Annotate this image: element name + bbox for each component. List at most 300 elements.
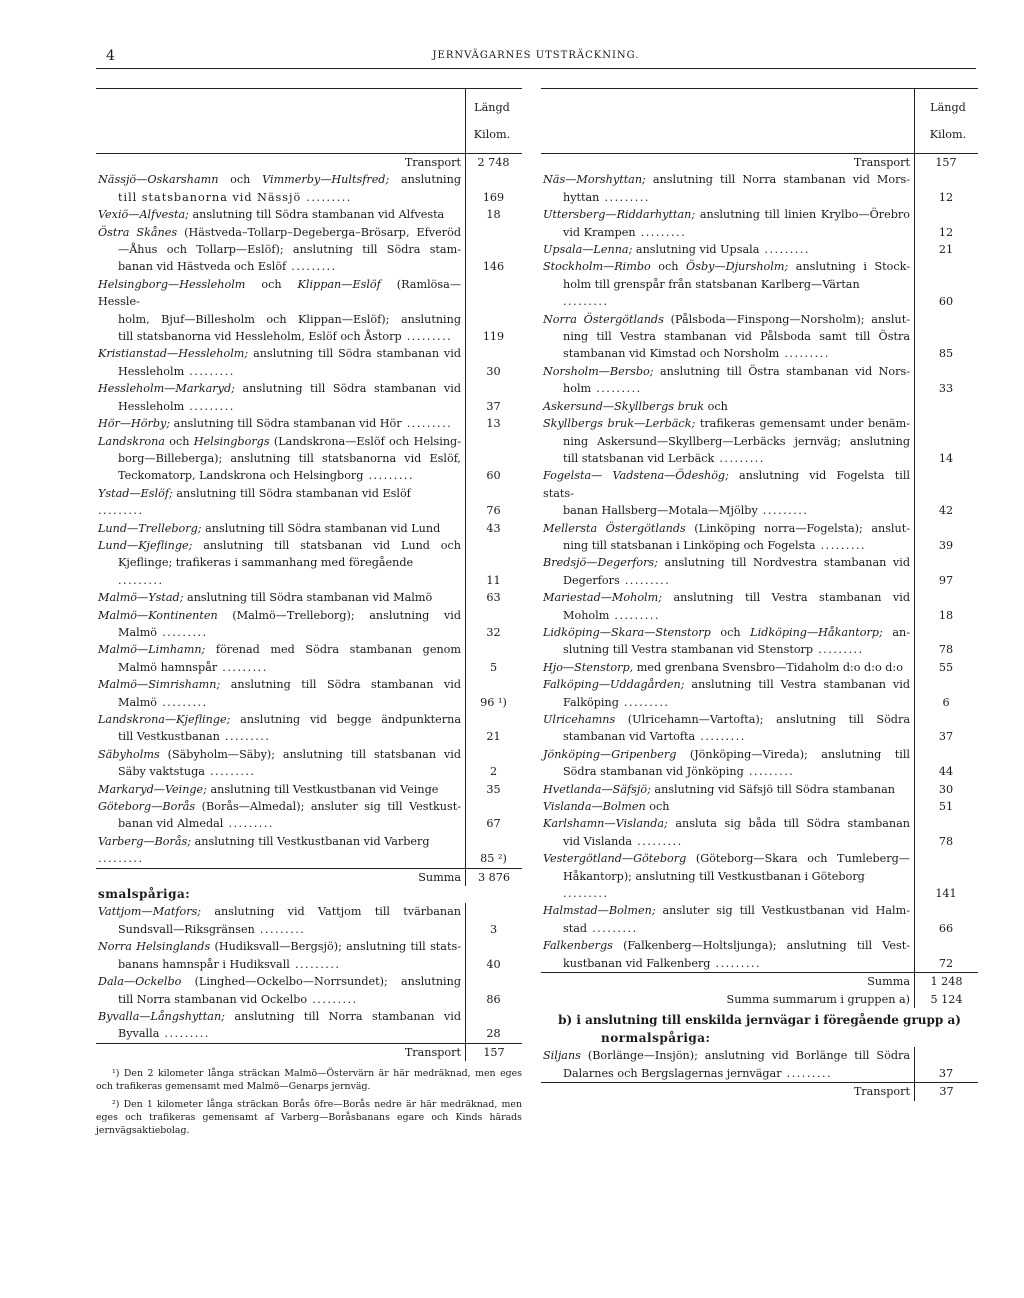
row-description: (Landskrona—Eslöf och Helsing- [269, 434, 461, 448]
railway-name: Mariestad—Moholm; [543, 591, 663, 605]
row-description: banan vid Hästveda och Eslöf [118, 260, 287, 274]
railway-name: Dala—Ockelbo [98, 975, 182, 989]
railway-name: Stockholm—Rimbo [543, 260, 651, 274]
summa-value: 1 248 [914, 973, 978, 990]
footnote-2: ²) Den 1 kilometer långa sträckan Borås öfre—Borås nedre är här medräknad, men eges och trafikeras gemensamt af Varberg—Boråsbanans egare och Kinds härads jernvägsaktiebolag. [96, 1099, 522, 1137]
row-text [541, 798, 914, 815]
row-text [541, 711, 914, 728]
row-text [96, 833, 465, 868]
row-description: (Göteborg—Skara och Tumleberg— [686, 852, 910, 866]
left-summa-box [96, 868, 522, 886]
table-row [541, 450, 978, 467]
row-text [96, 171, 465, 188]
row-description: anslutning till Södra stambanan vid [248, 347, 461, 361]
length-label: Längd [474, 101, 510, 114]
row-description: anslutning till Vestkustbanan vid Varberg [191, 834, 430, 848]
row-text [541, 467, 914, 502]
length-value: 18 [938, 608, 954, 622]
railway-name: Göteborg—Borås [98, 800, 196, 814]
row-text [96, 641, 465, 658]
railway-name: Landskrona—Kjeflinge; [98, 713, 231, 726]
table-row [541, 224, 978, 241]
railway-name: Malmö—Ystad; [98, 591, 184, 605]
row-text [541, 589, 914, 606]
length-value: 146 [482, 260, 505, 274]
leader-dots: ......... [591, 382, 642, 396]
row-description: Säby vaktstuga [118, 765, 205, 779]
length-value: 42 [938, 504, 954, 518]
row-text [96, 589, 465, 606]
row-description: anslutning till Nordvestra stambanan vid [657, 556, 910, 570]
row-text [96, 380, 465, 397]
right-transport-row [541, 1082, 978, 1100]
row-description: och [704, 399, 728, 413]
row-text [541, 833, 914, 850]
row-text [96, 154, 465, 171]
row-description: anslutning till statsbanan vid Lund och [192, 538, 461, 552]
row-text [541, 450, 914, 467]
row-description: till statsbanorna vid Nässjö [118, 190, 302, 204]
railway-name: Norra Östergötlands [543, 312, 664, 326]
table-row [96, 798, 522, 815]
row-description: anslutning vid Upsala [632, 243, 760, 257]
row-text [96, 433, 465, 450]
row-description: anslutning till Vestra stambanan vid [684, 678, 910, 692]
leader-dots: ......... [98, 504, 144, 518]
row-description: anslutning till Vestkustbanan vid Veinge [206, 782, 439, 796]
railway-name: Kristianstad—Hessleholm; [98, 347, 249, 361]
length-value: 6 [942, 695, 950, 709]
row-description: till Vestkustbanan [118, 730, 220, 744]
length-value: 30 [486, 364, 501, 378]
row-description: förenad med Södra stambanan genom [205, 643, 461, 657]
row-description: anslutning till Södra stambanan vid Lund [201, 521, 441, 535]
header-rule [96, 68, 976, 69]
page-header [96, 46, 976, 68]
table-row [541, 520, 978, 537]
row-text [96, 659, 465, 676]
table-row [541, 607, 978, 624]
leader-dots: ......... [563, 295, 609, 309]
railway-name: Lidköping—Skara—Stenstorp [543, 625, 711, 639]
leader-dots: ......... [219, 730, 271, 744]
left-transport-row [96, 1043, 522, 1061]
row-text [541, 1047, 914, 1064]
railway-name: Hjo—Stenstorp, [543, 660, 634, 674]
length-value: 13 [486, 417, 501, 431]
row-description: anslutning till Södra stambanan vid [220, 678, 461, 692]
row-description: Falköping [563, 695, 619, 709]
length-value: 11 [486, 573, 501, 587]
row-description: anslutning [389, 173, 461, 187]
row-text [541, 258, 914, 275]
railway-name: Malmö—Kontinenten [98, 608, 218, 622]
length-value: 30 [938, 782, 954, 796]
row-description: hyttan [563, 190, 600, 204]
row-description: Södra stambanan vid Jönköping [563, 765, 744, 779]
leader-dots: ......... [157, 695, 208, 709]
row-description: till statsbanorna vid Hessleholm, Eslöf och Åstorp [118, 330, 402, 344]
row-text [96, 467, 465, 484]
row-text [96, 903, 465, 920]
length-value: 44 [938, 765, 954, 779]
right-summa-summarum-row [541, 991, 978, 1008]
row-description: till Norra stambanan vid Ockelbo [118, 992, 308, 1006]
transport-label: Transport [853, 1085, 910, 1099]
length-value: 5 [489, 660, 498, 674]
row-text [96, 973, 465, 990]
row-text [96, 241, 465, 258]
length-value: 67 [486, 817, 501, 831]
row-description: (Borlänge—Insjön); anslutning vid Borlänge till Södra [580, 1049, 910, 1063]
table-row [96, 328, 522, 345]
right-table [541, 88, 978, 972]
railway-name: Helsingborgs [193, 434, 270, 448]
table-row [541, 171, 978, 188]
section-b-heading: b) i anslutning till enskilda jernvägar i föregående grupp a) [558, 1012, 961, 1027]
railway-name: Ystad—Eslöf; [98, 486, 173, 500]
railway-name: Vestergötland—Göteborg [543, 852, 687, 866]
length-value: 85 ²) [480, 852, 507, 866]
table-row [541, 189, 978, 206]
leader-dots: ......... [289, 957, 341, 971]
length-value: 157 [935, 156, 957, 169]
table-row [541, 363, 978, 380]
length-value: 21 [486, 730, 501, 744]
table-row [541, 711, 978, 728]
length-value: 63 [486, 591, 501, 605]
table-row [541, 502, 978, 519]
table-row [541, 398, 978, 415]
leader-dots: ......... [743, 765, 795, 779]
leader-dots: ......... [815, 538, 867, 552]
length-value: 97 [938, 573, 954, 587]
table-row [541, 641, 978, 658]
row-description: Malmö [118, 625, 158, 639]
railway-name: Vimmerby—Hultsfred; [262, 173, 390, 187]
length-value: 86 [486, 992, 501, 1006]
row-description: stad [563, 921, 588, 935]
table-row [541, 937, 978, 954]
row-text [541, 206, 914, 223]
row-description: och [218, 173, 263, 187]
length-value: 72 [938, 956, 954, 970]
row-description: Teckomatorp, Landskrona och Helsingborg [118, 469, 364, 483]
table-row [541, 955, 978, 972]
leader-dots: ......... [587, 921, 638, 935]
table-row [541, 380, 978, 397]
running-head: JERNVÄGARNES UTSTRÄCKNING. [432, 50, 640, 61]
table-row [541, 415, 978, 432]
row-description: Malmö [118, 695, 158, 709]
row-description: Håkantorp); anslutning till Vestkustbanan i Göteborg [563, 869, 865, 883]
railway-name: Falköping—Uddagården; [543, 678, 685, 692]
row-description: holm [563, 382, 592, 396]
row-text [96, 554, 465, 589]
length-value: 21 [938, 243, 954, 257]
row-description: Malmö hamnspår [118, 660, 218, 674]
length-value: 2 [489, 765, 498, 779]
length-value: 96 ¹) [480, 695, 507, 709]
row-text [96, 258, 465, 275]
summa-summarum-value: 5 124 [914, 991, 978, 1008]
left-summa-row [96, 868, 522, 886]
row-description: vid Vislanda [563, 834, 633, 848]
leader-dots: ......... [757, 504, 809, 518]
row-description: anslutning i Stock- [788, 260, 910, 274]
railway-name: Uttersberg—Riddarhyttan; [543, 208, 696, 222]
row-description: till statsbanan vid Lerbäck [563, 451, 715, 465]
leader-dots: ......... [254, 922, 306, 936]
row-description: Kjeflinge; trafikeras i sammanhang med föregående [118, 556, 414, 570]
table-row [541, 589, 978, 606]
table-row [541, 433, 978, 450]
right-summa-row [541, 972, 978, 990]
table-row [541, 206, 978, 223]
table-row [96, 537, 522, 554]
row-text [96, 206, 465, 223]
row-text [96, 956, 465, 973]
railway-name: Halmstad—Bolmen; [543, 904, 656, 918]
table-row [541, 746, 978, 763]
table-row [541, 676, 978, 693]
table-row [96, 380, 522, 397]
railway-name: Hör—Hörby; [98, 417, 171, 431]
length-value: 39 [938, 538, 954, 552]
row-description: (Linköping norra—Fogelsta); anslut- [685, 521, 910, 535]
row-text [541, 815, 914, 832]
row-description: kustbanan vid Falkenberg [563, 956, 711, 970]
table-row [96, 345, 522, 362]
leader-dots: ......... [759, 243, 810, 257]
table-row [541, 1047, 978, 1064]
row-description: (Ramlösa—Hessle- [98, 277, 462, 309]
unit-label: Kilom. [929, 128, 967, 141]
row-description: ansluta sig båda till Södra stambanan [667, 817, 910, 831]
leader-dots: ......... [217, 660, 268, 674]
railway-name: Helsingborg—Hessleholm [98, 277, 246, 291]
footnote-1: ¹) Den 2 kilometer långa sträckan Malmö—Östervärn är här medräknad, men eges och trafikeras gemensamt med Malmö—Genarps jernväg. [96, 1068, 522, 1093]
page-number: 4 [106, 48, 115, 64]
length-value: 169 [482, 190, 505, 204]
leader-dots: ......... [781, 1066, 833, 1080]
table-row [541, 467, 978, 502]
table-row [96, 607, 522, 624]
row-text [96, 189, 465, 206]
row-description: anslutning vid Vattjom till tvärbanan [201, 905, 461, 919]
right-column [541, 88, 978, 1101]
row-text [96, 728, 465, 745]
leader-dots: ......... [695, 730, 746, 744]
row-text [541, 415, 914, 432]
leader-dots: ......... [98, 852, 144, 866]
railway-name: Hessleholm—Markaryd; [98, 382, 235, 396]
table-row [541, 781, 978, 798]
table-row [96, 311, 522, 328]
row-description: (Malmö—Trelleborg); anslutning vid [217, 608, 461, 622]
length-value: 141 [935, 887, 957, 901]
row-description: och [164, 434, 194, 448]
row-text [541, 694, 914, 711]
length-value: 43 [486, 521, 501, 535]
leader-dots: ......... [363, 469, 414, 483]
leader-dots: ......... [184, 399, 235, 413]
leader-dots: ......... [157, 625, 208, 639]
row-text [541, 276, 914, 311]
row-text [96, 537, 465, 554]
table-row [96, 189, 522, 206]
row-description: holm, Bjuf—Billesholm och Klippan—Eslöf); anslutning [118, 312, 461, 326]
row-description: anslutning vid Fogelsta till stats- [543, 469, 910, 500]
length-value: 18 [486, 208, 501, 222]
row-description: Dalarnes och Bergslagernas jernvägar [563, 1066, 782, 1080]
row-description: Moholm [563, 608, 610, 622]
table-row [541, 537, 978, 554]
table-row [541, 1065, 978, 1082]
row-text [96, 781, 465, 798]
table-row [96, 728, 522, 745]
row-description: —Åhus och Tollarp—Eslöf); anslutning till Södra stam- [118, 243, 461, 257]
table-row [541, 920, 978, 937]
length-value: 55 [938, 660, 954, 674]
summa-summarum-label: Summa summarum i gruppen a) [726, 992, 910, 1006]
row-description: holm till grenspår från statsbanan Karlberg—Värtan [563, 277, 860, 291]
leader-dots: ......... [159, 1027, 210, 1041]
row-description: (Säbyholm—Säby); anslutning till statsbanan vid [159, 747, 461, 761]
table-row [96, 676, 522, 693]
row-description: Byvalla [118, 1027, 160, 1041]
table-row [541, 868, 978, 903]
right-rows [541, 154, 978, 972]
left-table [96, 88, 522, 868]
railway-name: Säbyholms [98, 747, 160, 761]
row-text [541, 224, 914, 241]
table-row [96, 224, 522, 241]
unit-label: Kilom. [473, 128, 511, 141]
railway-name: Siljans [543, 1049, 581, 1063]
railway-name: Hvetlanda—Säfsjö; [543, 782, 651, 796]
railway-name: Näs—Morshyttan; [543, 173, 646, 187]
row-text [96, 711, 465, 728]
row-description: ning Askersund—Skyllberg—Lerbäcks jernväg; anslutning [563, 434, 910, 448]
row-text [96, 363, 465, 380]
row-description: Degerfors [563, 573, 620, 587]
row-description: borg—Billeberga); anslutning till statsbanorna vid Eslöf, [118, 451, 461, 465]
row-description: (Linghed—Ockelbo—Norrsundet); anslutning [181, 975, 461, 989]
row-text [541, 955, 914, 972]
table-row [96, 415, 522, 432]
row-text [96, 938, 465, 955]
length-value: 119 [482, 330, 505, 344]
length-value: 78 [938, 643, 954, 657]
leader-dots: ......... [204, 765, 256, 779]
railway-name: Askersund—Skyllbergs bruk [543, 399, 705, 413]
row-description: banans hamnspår i Hudiksvall [118, 957, 290, 971]
table-row [96, 694, 522, 711]
railway-name: Skyllbergs bruk—Lerbäck; [543, 417, 696, 431]
row-text [541, 154, 914, 171]
table-row [541, 902, 978, 919]
table-row [96, 1008, 522, 1025]
row-text [541, 868, 914, 903]
transport-label: Transport [404, 1045, 461, 1059]
left-rows [96, 154, 522, 868]
railway-name: Ulricehamns [543, 713, 616, 726]
transport-value: 157 [465, 1044, 522, 1061]
row-description: (Hästveda–Tollarp–Degeberga–Brösarp, Efveröd [177, 225, 461, 239]
row-description: och [710, 625, 751, 639]
table-row [541, 624, 978, 641]
row-description: och [650, 260, 687, 274]
row-text [541, 659, 914, 676]
length-value: 37 [938, 730, 954, 744]
leader-dots: ......... [286, 260, 337, 274]
row-description: anslutning till Södra stambanan vid Hör [170, 417, 402, 431]
leader-dots: ......... [618, 695, 670, 709]
row-text [96, 624, 465, 641]
length-value: 32 [486, 625, 501, 639]
row-text [541, 520, 914, 537]
row-description: stambanan vid Kimstad och Norsholm [563, 347, 780, 361]
row-text [96, 311, 465, 328]
row-text [541, 781, 914, 798]
length-value: 37 [486, 399, 501, 413]
row-description: anslutning till Norra stambanan vid Mors- [645, 173, 910, 187]
leader-dots: ......... [401, 417, 453, 431]
row-description: Transport [853, 156, 910, 169]
leader-dots: ......... [779, 347, 830, 361]
row-text [96, 415, 465, 432]
railway-name: Nässjö—Oskarshamn [98, 173, 219, 187]
table-row [541, 311, 978, 328]
row-description: anslutning till Södra stambanan vid Malmö [183, 591, 433, 605]
row-text [541, 937, 914, 954]
row-text [541, 328, 914, 345]
table-row [541, 345, 978, 362]
row-description: vid Krampen [563, 225, 636, 239]
table-row [541, 572, 978, 589]
length-value: 66 [938, 921, 954, 935]
table-row [96, 659, 522, 676]
table-row [541, 728, 978, 745]
row-text [96, 398, 465, 415]
row-description: ning till Vestra stambanan vid Pålsboda samt till Östra [563, 330, 910, 344]
leader-dots: ......... [563, 887, 609, 901]
row-description: anslutning vid Säfsjö till Södra stambanan [650, 782, 895, 796]
leader-dots: ......... [710, 956, 762, 970]
railway-name: Malmö—Limhamn; [98, 643, 206, 657]
row-text [541, 641, 914, 658]
length-value: 12 [938, 190, 954, 204]
row-description: anslutning till Södra stambanan vid [234, 382, 461, 396]
table-row [541, 763, 978, 780]
leader-dots: ......... [632, 834, 683, 848]
table-row [96, 450, 522, 467]
leader-dots: ......... [619, 573, 671, 587]
table-row [96, 467, 522, 484]
table-row [96, 641, 522, 658]
smalsparig-title: smalspåriga: [98, 887, 191, 902]
table-row [96, 746, 522, 763]
table-row [96, 276, 522, 311]
table-row [96, 258, 522, 275]
row-description: Transport [404, 156, 461, 169]
normalsparig-title: normalspåriga: [601, 1030, 711, 1045]
length-label: Längd [930, 101, 966, 114]
row-text [541, 554, 914, 571]
leader-dots: ......... [307, 992, 358, 1006]
table-row [541, 659, 978, 676]
